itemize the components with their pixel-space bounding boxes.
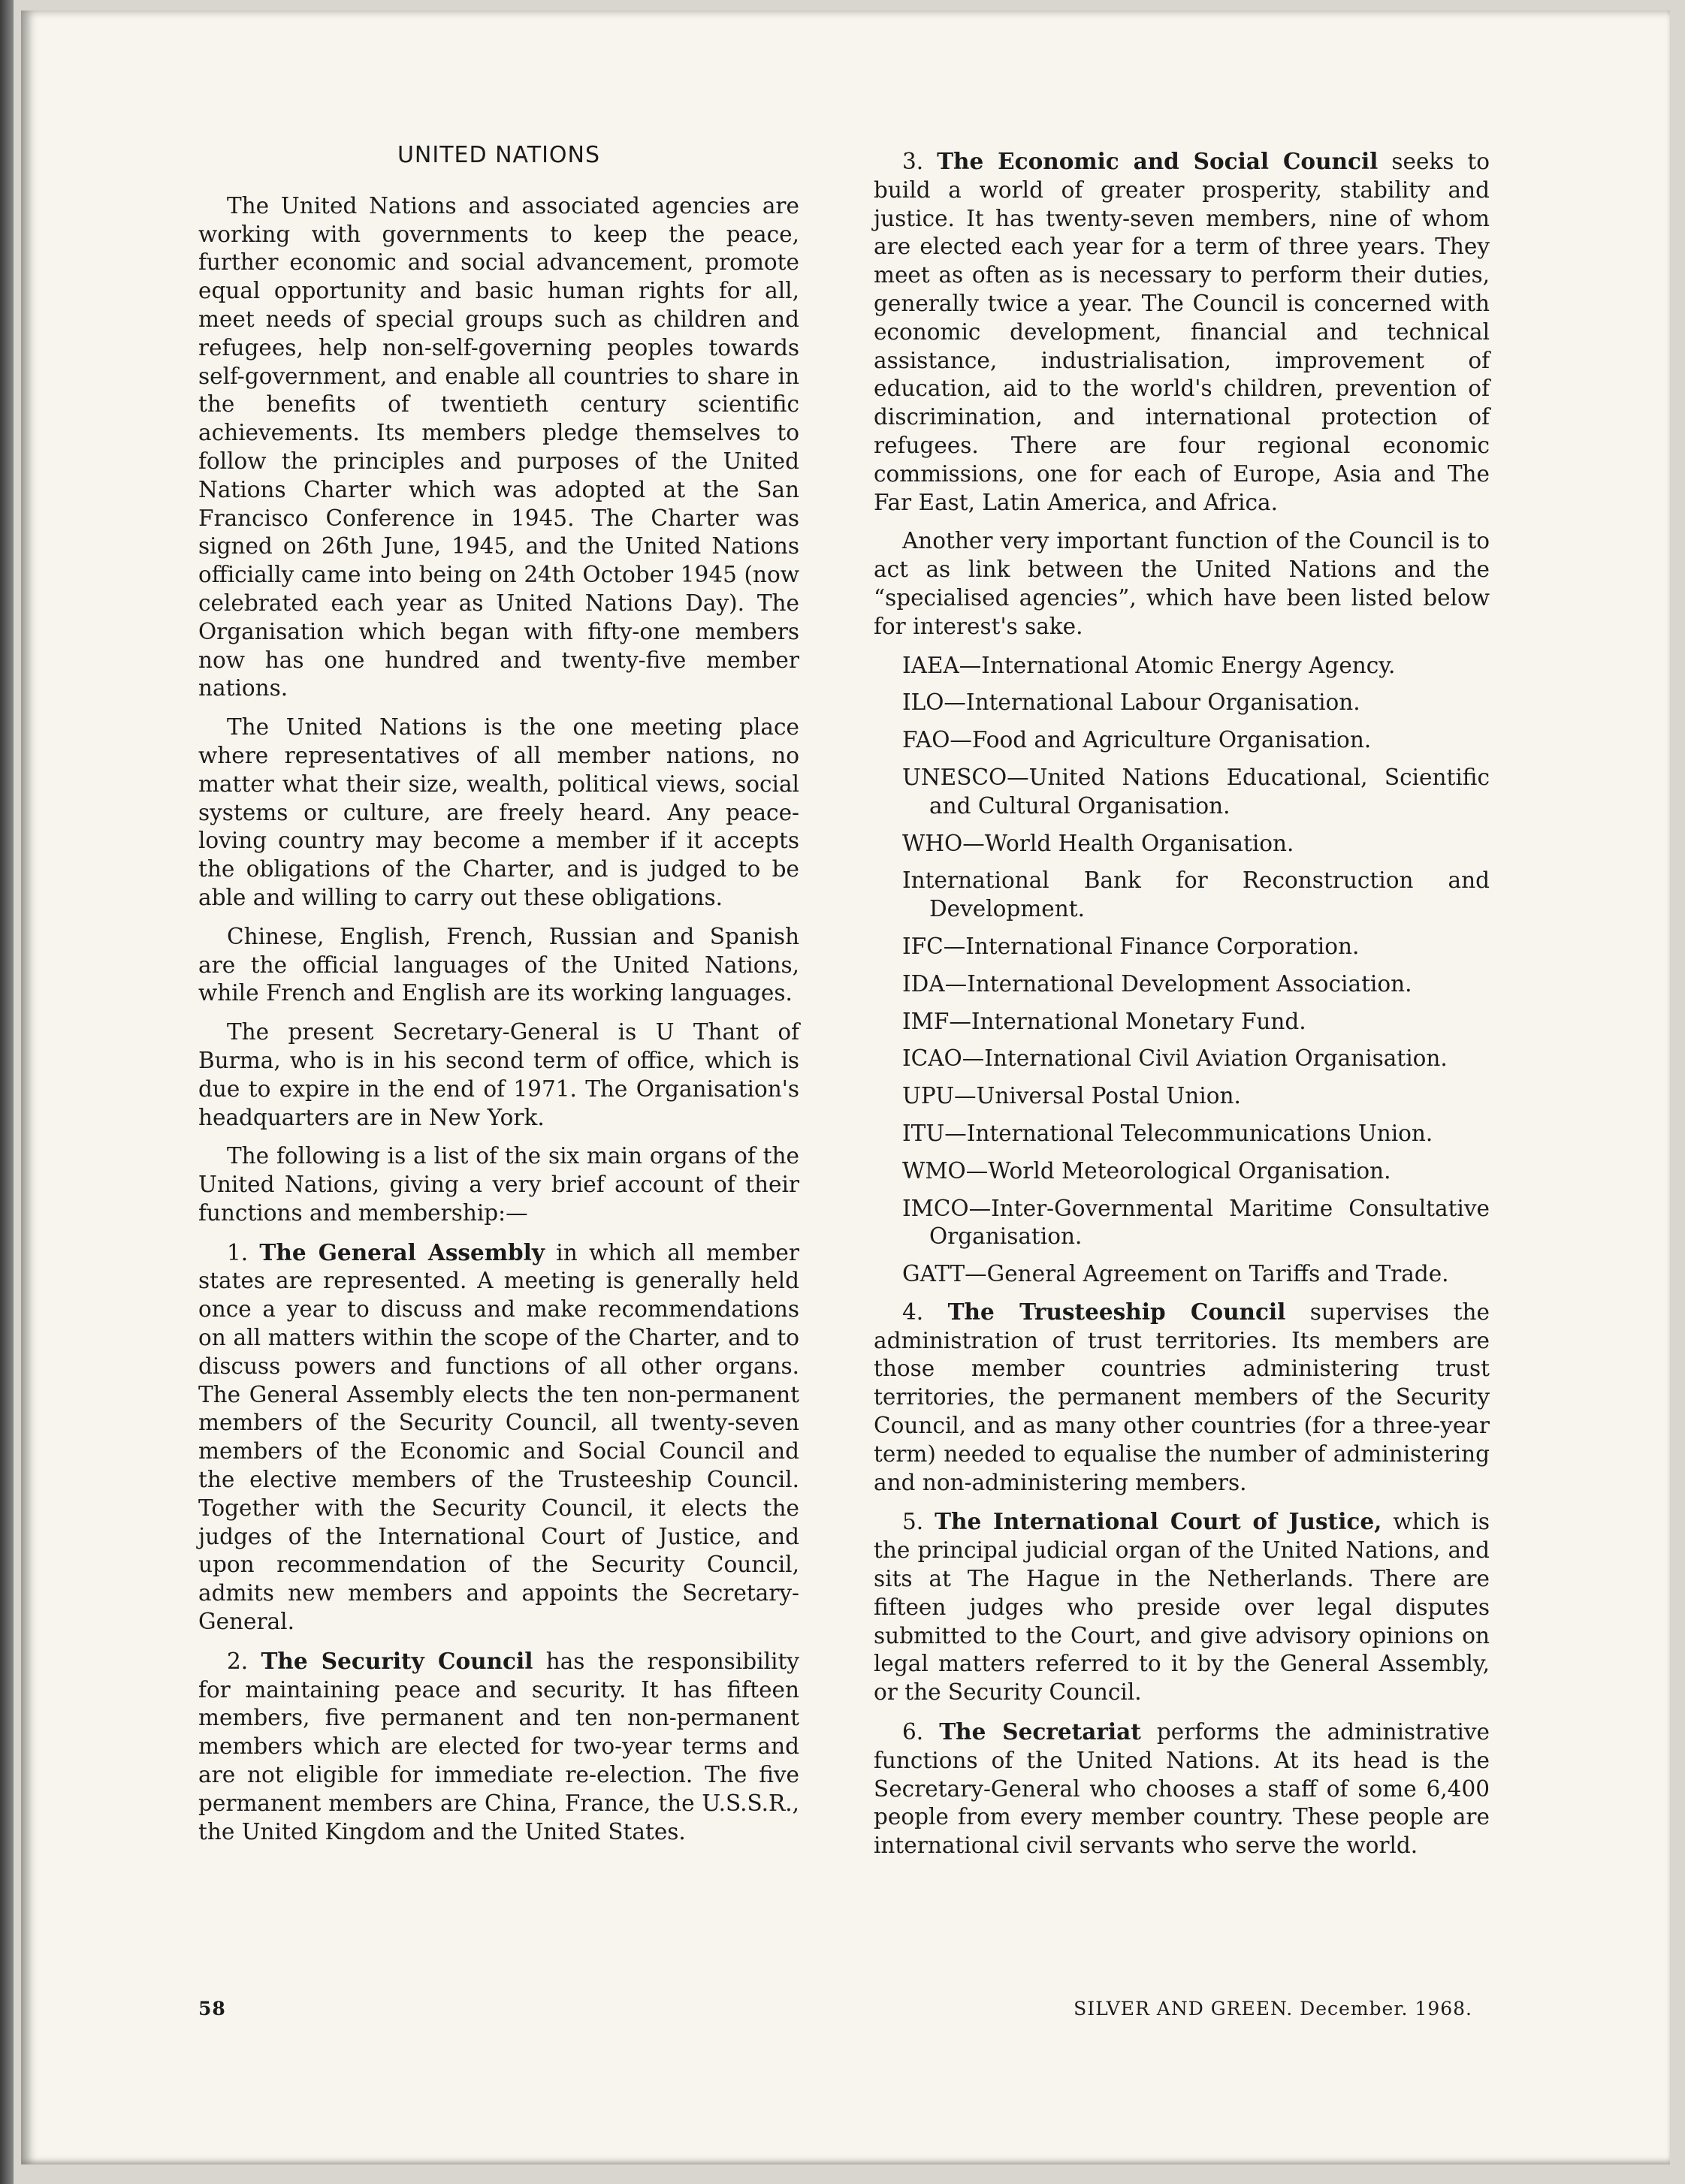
languages-paragraph: Chinese, English, French, Russian and Spanish are the official languages of the United Nations, while French and English are its working languages. — [198, 923, 799, 1006]
organ-title: The Secretariat — [939, 1718, 1141, 1745]
agency-item: FAO—Food and Agriculture Organisation. — [902, 727, 1372, 753]
organ-general-assembly: 1. The General Assembly in which all member states are represented. A meeting is generally held once a year to discuss and make recommendations on all matters within the scope of the Charter, and to discuss powers and functions of all other organs. The General Assembly elects the ten non-permanent members of the Security Council, all twenty-seven members of the Economic and Social Council and the elective members of the Trusteeship Council. Together with the Security Council, it elects the judges of the International Court of Justice, and upon recommendation of the Security Council, admits new members and appoints the Secretary-General. — [198, 1238, 799, 1635]
organ-title: The Economic and Social Council — [937, 148, 1378, 174]
organ-trusteeship-council: 4. The Trusteeship Council supervises the administration of trust territories. Its members are those member countries administering trust territories, the permanent members of the Security Council, and as many other countries (for a three-year term) needed to equalise the number of administering and non-administering members. — [874, 1298, 1490, 1495]
agency-item: UNESCO—United Nations Educational, Scientific and Cultural Organisation. — [902, 764, 1490, 819]
agency-item: UPU—Universal Postal Union. — [902, 1083, 1241, 1109]
agency-item: IFC—International Finance Corporation. — [902, 933, 1360, 959]
organ-title: The General Assembly — [259, 1238, 545, 1265]
page-heading: UNITED NATIONS — [397, 142, 601, 168]
organ-title: The Security Council — [261, 1647, 533, 1674]
agency-list — [874, 652, 1490, 1289]
publication-footer: SILVER AND GREEN. December. 1968. — [1074, 1998, 1472, 2020]
agency-item: IMCO—Inter-Governmental Maritime Consultative Organisation. — [902, 1195, 1490, 1250]
agency-item: WHO—World Health Organisation. — [902, 830, 1294, 856]
agency-item: International Bank for Reconstruction and Development. — [902, 867, 1490, 922]
intro-paragraph: The United Nations and associated agencies are working with governments to keep the peace, further economic and social advancement, promote equal opportunity and basic human rights for all, meet needs of special groups such as children and refugees, help non-self-governing peoples towards self-government, and enable all countries to share in the benefits of twentieth century scientific achievements. Its members pledge themselves to follow the principles and purposes of the United Nations Charter which was adopted at the San Francisco Conference in 1945. The Charter was signed on 26th June, 1945, and the United Nations officially came into being on 24th October 1945 (now celebrated each year as United Nations Day). The Organisation which began with fifty-one members now has one hundred and twenty-five member nations. — [198, 192, 799, 701]
binding-edge — [0, 0, 14, 2184]
secretary-general-paragraph: The present Secretary-General is U Thant of Burma, who is in his second term of office, which is due to expire in the end of 1971. The Organisation's headquarters are in New York. — [198, 1019, 799, 1130]
organ-title: The Trusteeship Council — [947, 1298, 1286, 1325]
organ-security-council: 2. The Security Council has the responsibility for maintaining peace and security. It has fifteen members, five permanent and ten non-permanent members which are elected for two-year terms and are not eligible for immediate re-election. The five permanent members are China, France, the U.S.S.R., the United Kingdom and the United States. — [198, 1647, 799, 1845]
meeting-place-paragraph: The United Nations is the one meeting place where representatives of all member nations, no matter what their size, wealth, political views, social systems or culture, are freely heard. Any peace-loving country may become a member if it accepts the obligations of the Charter, and is judged to be able and willing to carry out these obligations. — [198, 714, 799, 910]
agency-item: WMO—World Meteorological Organisation. — [902, 1157, 1391, 1184]
agency-item: ILO—International Labour Organisation. — [902, 689, 1360, 716]
right-column — [874, 147, 1490, 1871]
agency-item: ITU—International Telecommunications Union. — [902, 1120, 1433, 1146]
page-number: 58 — [198, 1998, 226, 2020]
organ-economic-social-council: 3. The Economic and Social Council seeks to build a world of greater prosperity, stability and justice. It has twenty-seven members, nine of whom are elected each year for a term of three years. They meet as often as is necessary to perform their duties, generally twice a year. The Council is concerned with economic development, financial and technical assistance, industrialisation, improvement of education, aid to the world's children, prevention of discrimination, and international protection of refugees. There are four regional economic commissions, one for each of Europe, Asia and The Far East, Latin America, and Africa. — [874, 148, 1490, 515]
organ-secretariat: 6. The Secretariat performs the administrative functions of the United Nations. At its head is the Secretary-General who chooses a staff of some 6,400 people from every member country. These people are international civil servants who serve the world. — [874, 1718, 1490, 1859]
organs-intro-paragraph: The following is a list of the six main organs of the United Nations, giving a very brief account of their functions and membership:— — [198, 1143, 799, 1226]
left-column — [198, 141, 799, 1857]
agency-item: IAEA—International Atomic Energy Agency. — [902, 652, 1396, 678]
agency-item: GATT—General Agreement on Tariffs and Trade. — [902, 1261, 1449, 1287]
agency-item: IDA—International Development Association. — [902, 970, 1412, 997]
organ-title: The International Court of Justice, — [935, 1508, 1382, 1535]
agency-item: ICAO—International Civil Aviation Organisation. — [902, 1045, 1448, 1072]
specialised-agencies-intro: Another very important function of the Council is to act as link between the United Nations and the “specialised agencies”, which have been listed below for interest's sake. — [874, 528, 1490, 639]
agency-item: IMF—International Monetary Fund. — [902, 1008, 1306, 1034]
organ-international-court: 5. The International Court of Justice, which is the principal judicial organ of the United Nations, and sits at The Hague in the Netherlands. There are fifteen judges who preside over legal disputes submitted to the Court, and give advisory opinions on legal matters referred to it by the General Assembly, or the Security Council. — [874, 1508, 1490, 1706]
